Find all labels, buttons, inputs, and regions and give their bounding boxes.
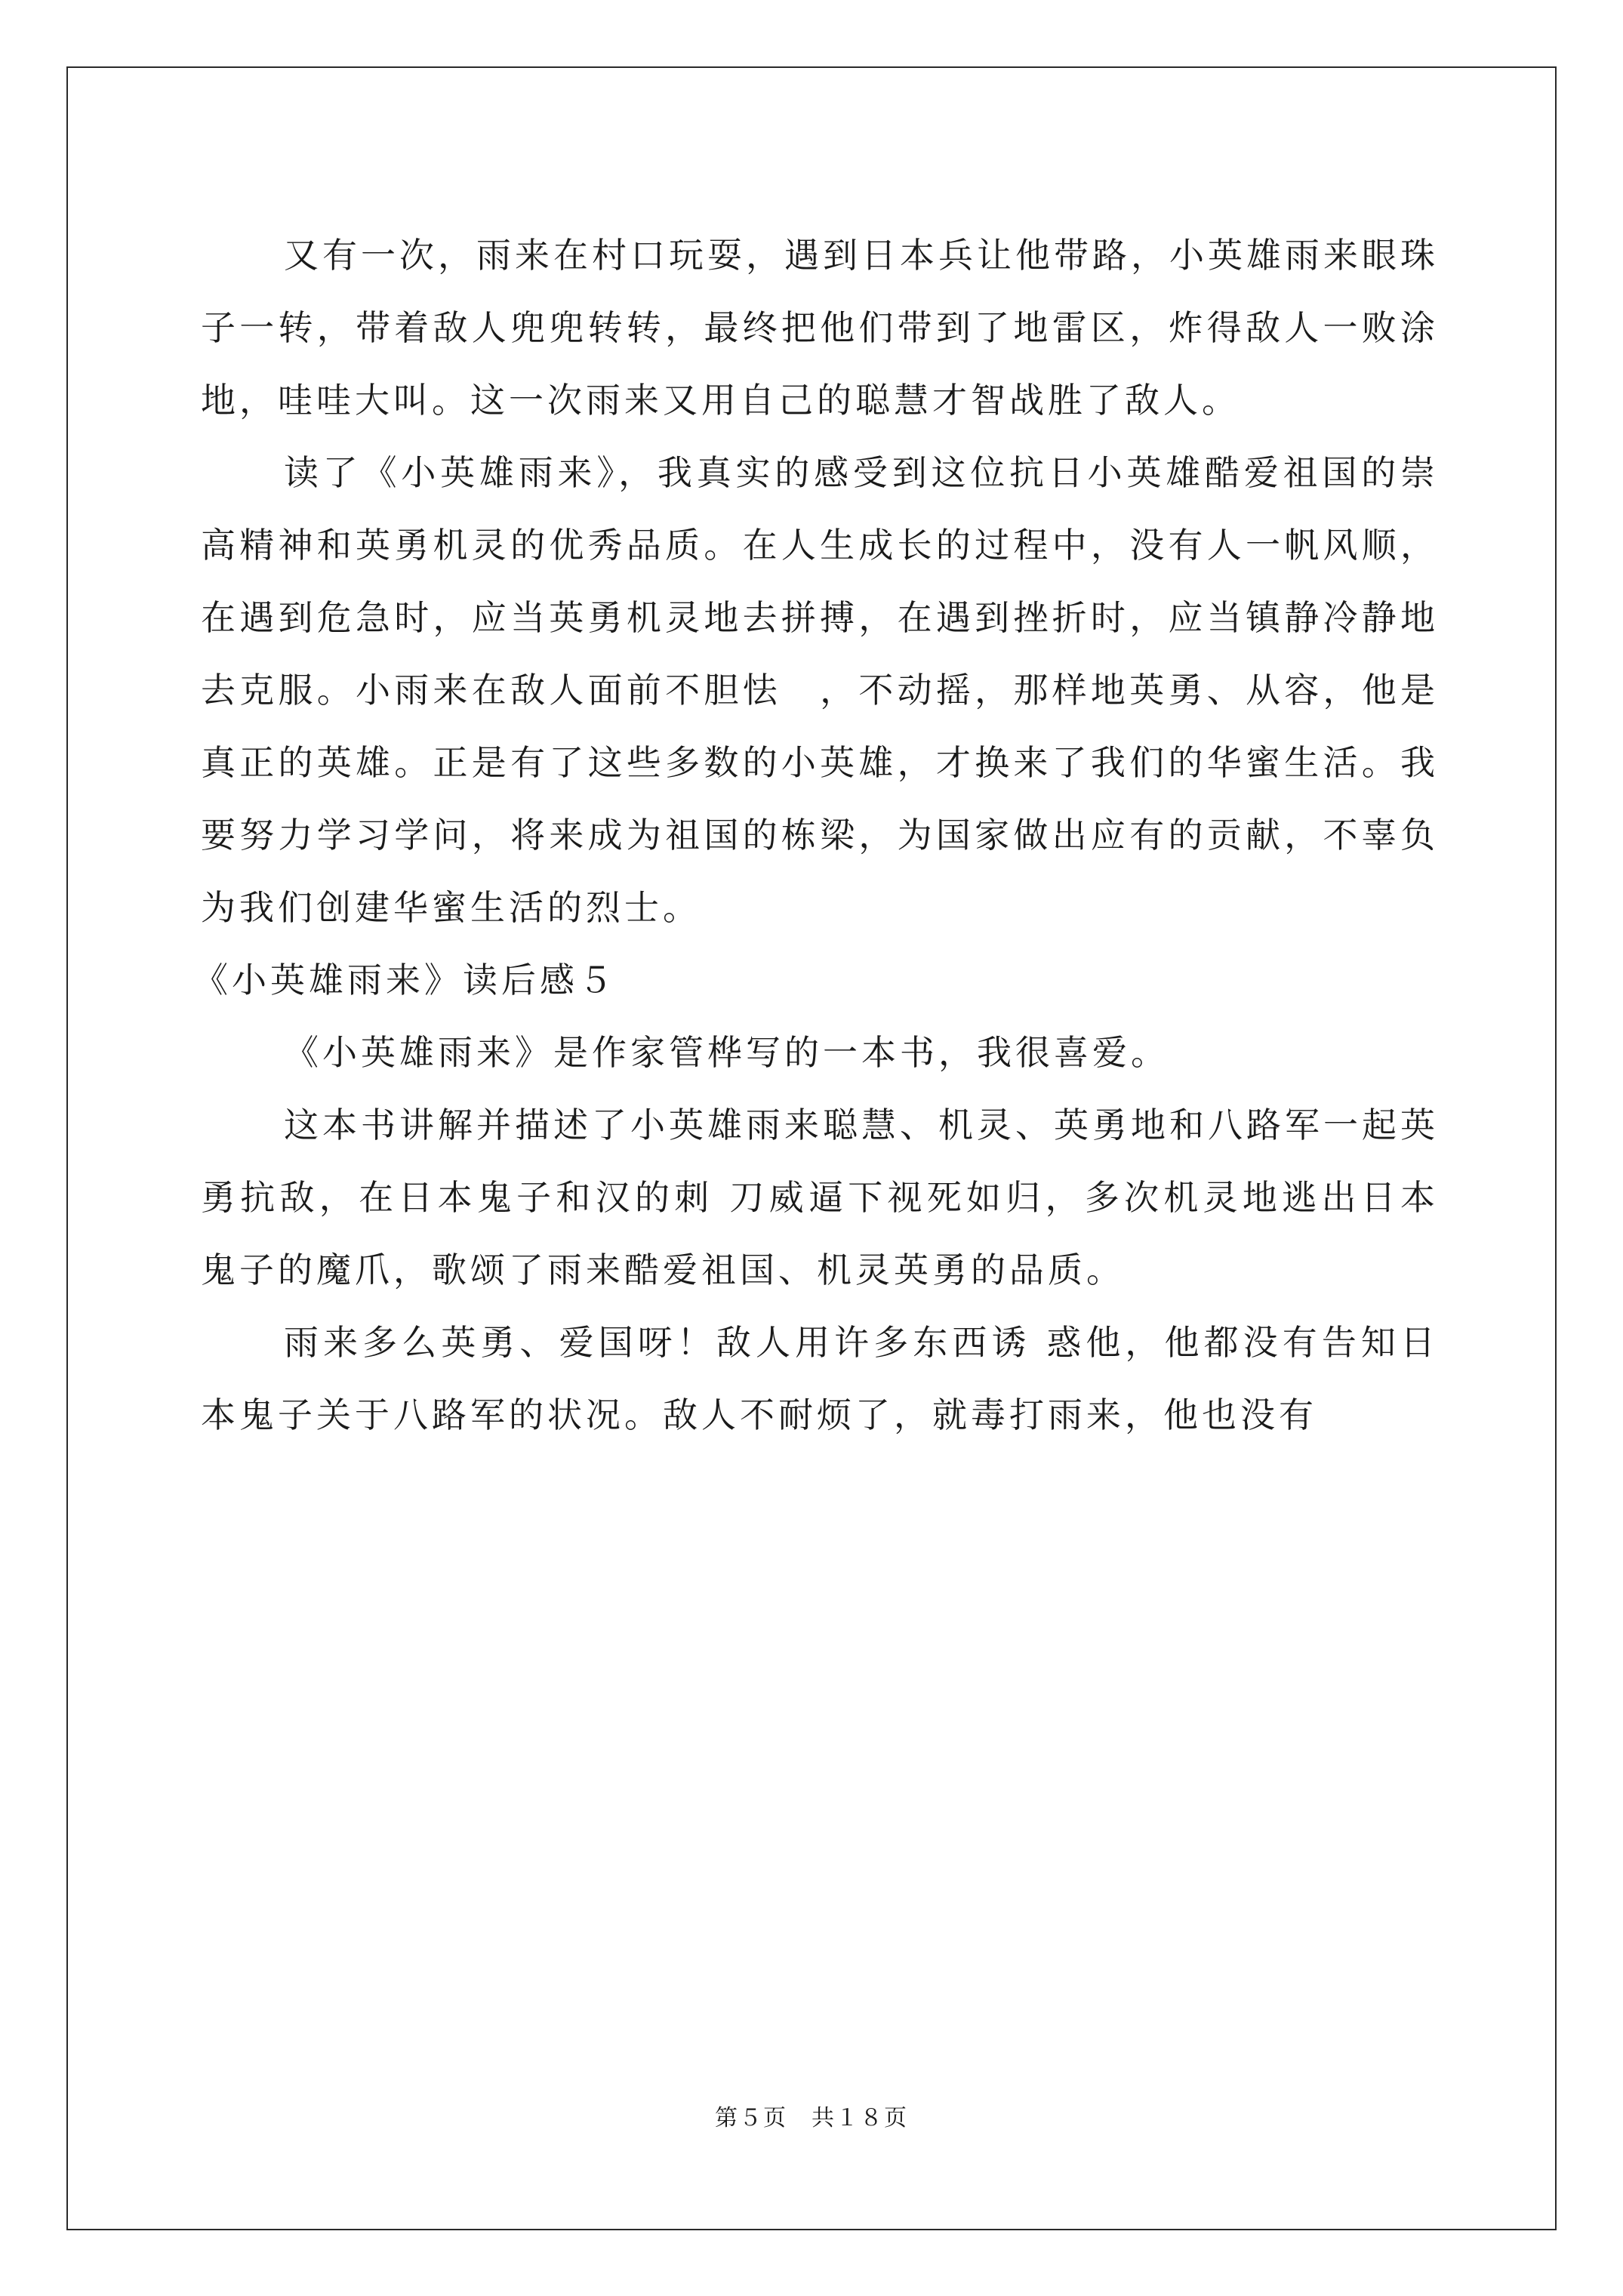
paragraph: 这本书讲解并描述了小英雄雨来聪慧、机灵、英勇地和八路军一起英勇抗敌，在日本鬼子和汉的刺 刀威逼下视死如归，多次机灵地逃出日本鬼子的魔爪，歌颂了雨来酷爱祖国、机灵英勇的品质。 [201, 1105, 1439, 1290]
paragraph: 雨来多么英勇、爱国呀！敌人用许多东西诱 惑他，他都没有告知日本鬼子关于八路军的状况。敌人不耐烦了，就毒打雨来，他也没有 [201, 1322, 1439, 1435]
document-body [193, 219, 1439, 1451]
section-heading: 《小英雄雨来》读后感５ [193, 960, 617, 1000]
paragraph: 又有一次，雨来在村口玩耍，遇到日本兵让他带路，小英雄雨来眼珠子一转，带着敌人兜兜转转，最终把他们带到了地雷区，炸得敌人一败涂地，哇哇大叫。这一次雨来又用自己的聪慧才智战胜了敌人。 [201, 235, 1439, 421]
paragraph: 《小英雄雨来》是作家管桦写的一本书，我很喜爱。 [284, 1032, 1169, 1073]
page-number-footer: 第５页 共１８页 [715, 2105, 908, 2131]
paragraph: 读了《小英雄雨来》，我真实的感受到这位抗日小英雄酷爱祖国的崇高精神和英勇机灵的优秀品质。在人生成长的过程中，没有人一帆风顺，在遇到危急时，应当英勇机灵地去拼搏，在遇到挫折时，应当镇静冷静地去克服。小雨来在敌人面前不胆怯 ，不动摇，那样地英勇、从容，他是真正的英雄。正是有了这些多数的小英雄，才换来了我们的华蜜生活。我要努力学习学问，将来成为祖国的栋梁，为国家做出应有的贡献，不辜负为我们创建华蜜生活的烈士。 [201, 452, 1439, 928]
